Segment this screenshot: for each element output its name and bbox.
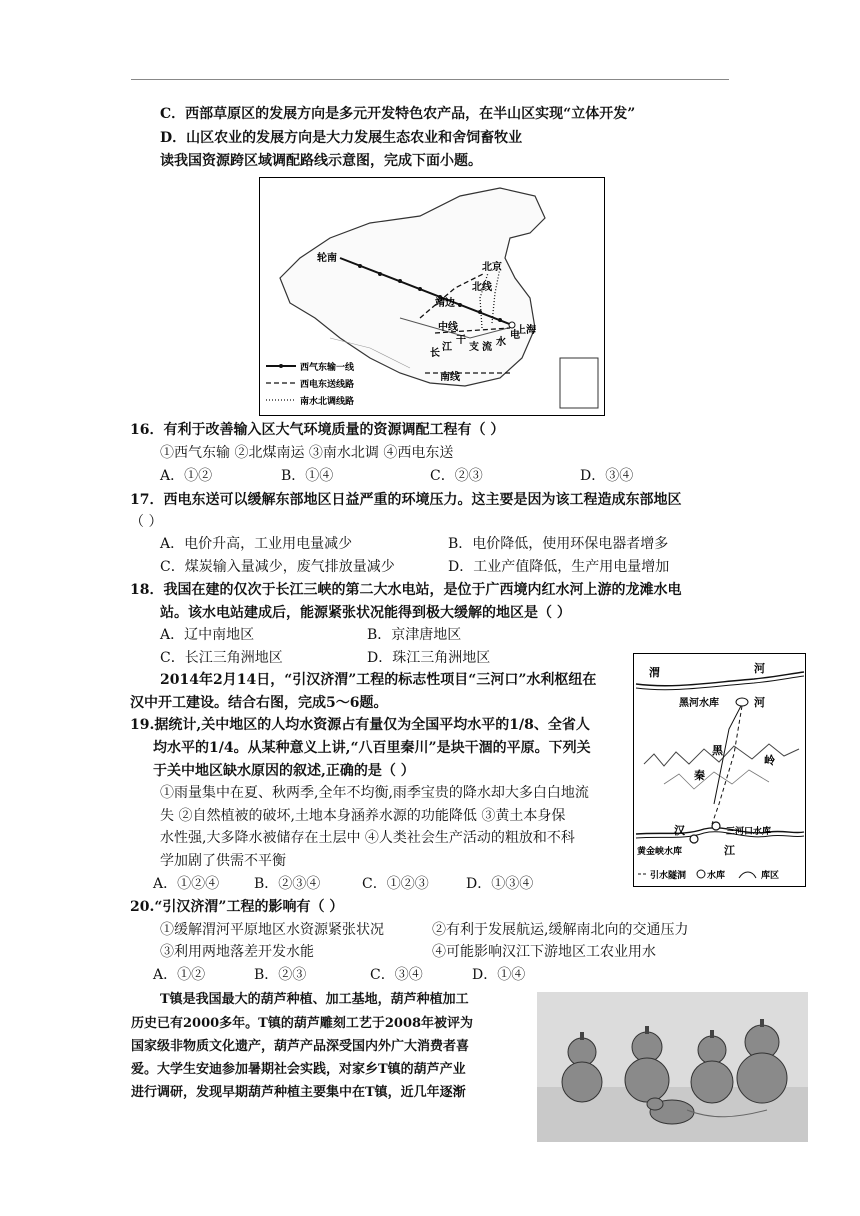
legend-label: 引水隧洞 (650, 871, 687, 881)
map2-label: 汉 (674, 824, 685, 837)
q20-option-c[interactable]: C．③④ (370, 967, 423, 983)
q19-line6: 水性强,大多降水被储存在土层中 ④人类社会生产活动的粗放和不科 (160, 830, 575, 846)
q16-items: ①西气东输 ②北煤南运 ③南水北调 ④西电东送 (160, 445, 454, 461)
river-label: 支 (469, 342, 479, 353)
place-label: 靖边 (435, 298, 455, 309)
passage-line2: 历史已有2000多年。T镇的葫芦雕刻工艺于2008年被评为 (131, 1016, 474, 1031)
q17-option-b[interactable]: B．电价降低，使用环保电器者增多 (448, 536, 669, 552)
map2-label: 河 (754, 696, 765, 709)
river-label: 江 (442, 342, 452, 353)
q19-line7: 学加剧了供需不平衡 (160, 853, 286, 869)
place-label: 轮南 (317, 253, 337, 264)
map2-label: 黑河水库 (679, 698, 719, 709)
q20-item1: ①缓解渭河平原地区水资源紧张状况 (160, 922, 384, 938)
line-label: 中线 (438, 322, 458, 333)
han-wei-diversion-map (633, 653, 806, 887)
map2-label: 江 (724, 844, 735, 857)
q19-line5: 失 ②自然植被的破坏,土地本身涵养水源的功能降低 ③黄土本身保 (160, 808, 566, 824)
q20-option-b[interactable]: B．②③ (254, 967, 307, 983)
place-label: 上海 (516, 325, 536, 336)
q17-stem: 17．西电东送可以缓解东部地区日益严重的环境压力。这主要是因为该工程造成东部地区 (130, 492, 682, 508)
q19-line2: 均水平的1/4。从某种意义上讲,“八百里秦川”是块干涸的平原。下列关 (153, 740, 591, 756)
q16-option-a[interactable]: A．①② (160, 468, 213, 484)
q19-option-a[interactable]: A．①②④ (153, 876, 220, 892)
q19-option-b[interactable]: B．②③④ (254, 876, 321, 892)
map2-label: 黑 (712, 744, 723, 757)
q19-line3: 于关中地区缺水原因的叙述,正确的是（ ） (153, 763, 415, 779)
river-label: 长 (430, 348, 440, 359)
line-label: 南线 (440, 372, 460, 383)
q19-option-c[interactable]: C．①②③ (362, 876, 429, 892)
q19-line4: ①雨量集中在夏、秋两季,全年不均衡,雨季宝贵的降水却大多白白地流 (160, 785, 589, 801)
map2-label: 渭 (649, 666, 660, 679)
q18-option-c[interactable]: C．长江三角洲地区 (160, 650, 283, 666)
q20-stem: 20.“引汉济渭”工程的影响有（ ） (130, 899, 344, 915)
q17-option-d[interactable]: D．工业产值降低，生产用电量增加 (448, 559, 670, 575)
passage-line4: 爱。大学生安迪参加暑期社会实践，对家乡T镇的葫芦产业 (131, 1062, 466, 1077)
passage-line3: 国家级非物质文化遗产，葫芦产品深受国内外广大消费者喜 (131, 1039, 470, 1054)
legend-area-symbol (739, 872, 756, 878)
q16-option-c[interactable]: C．②③ (430, 468, 483, 484)
q17-option-c[interactable]: C．煤炭输入量减少，废气排放量减少 (160, 559, 395, 575)
q18-stem-line1: 18．我国在建的仅次于长江三峡的第二大水电站，是位于广西境内红水河上游的龙滩水电 (130, 582, 682, 598)
q16-stem: 16．有利于改善输入区大气环境质量的资源调配工程有（ ） (130, 422, 505, 438)
prev-option-c: C．西部草原区的发展方向是多元开发特色农产品，在半山区实现“立体开发” (160, 106, 636, 122)
header-rule (131, 79, 729, 80)
legend-label: 南水北调线路 (300, 397, 355, 407)
q20-option-a[interactable]: A．①② (153, 967, 206, 983)
map2-label: 秦 (694, 769, 705, 782)
line-label: 北线 (472, 282, 492, 293)
river-label: 水 (496, 337, 506, 348)
map2-label: 三河口水库 (726, 827, 772, 837)
q19-option-d[interactable]: D．①③④ (466, 876, 534, 892)
map2-label: 岭 (764, 754, 775, 767)
q17-paren: （ ） (130, 514, 163, 530)
river-label: 流 (482, 342, 492, 353)
river-label: 电 (510, 330, 520, 341)
legend-label: 西电东送线路 (300, 380, 355, 390)
passage-line1: T镇是我国最大的葫芦种植、加工基地，葫芦种植加工 (160, 992, 469, 1007)
q18-option-b[interactable]: B．京津唐地区 (367, 627, 462, 643)
intro-map1: 读我国资源跨区域调配路线示意图，完成下面小题。 (160, 153, 482, 169)
q18-option-a[interactable]: A．辽中南地区 (160, 627, 255, 643)
passage-line5: 进行调研，发现早期葫芦种植主要集中在T镇，近几年逐渐 (131, 1085, 466, 1100)
china-resource-map (259, 177, 605, 416)
place-label: 北京 (482, 262, 502, 273)
legend-label: 西气东输一线 (300, 363, 355, 373)
prev-option-d: D．山区农业的发展方向是大力发展生态农业和舍饲畜牧业 (160, 130, 523, 146)
legend-label: 水库 (707, 871, 726, 881)
q18-option-d[interactable]: D．珠江三角洲地区 (367, 650, 491, 666)
river-label: 干 (456, 335, 466, 346)
gourd-photo (537, 992, 808, 1142)
q17-option-a[interactable]: A．电价升高，工业用电量减少 (160, 536, 353, 552)
q20-item4: ④可能影响汉江下游地区工农业用水 (432, 944, 656, 960)
intro-map2-line1: 2014年2月14日，“引汉济渭”工程的标志性项目“三河口”水利枢纽在 (160, 672, 597, 688)
q20-item3: ③利用两地落差开发水能 (160, 944, 314, 960)
map2-label: 河 (754, 662, 765, 675)
q20-option-d[interactable]: D．①④ (472, 967, 526, 983)
legend-label: 库区 (761, 871, 780, 881)
q18-stem-line2: 站。该水电站建成后，能源紧张状况能得到极大缓解的地区是（ ） (160, 605, 571, 621)
q20-item2: ②有利于发展航运,缓解南北向的交通压力 (432, 922, 689, 938)
map2-label: 黄金峡水库 (637, 847, 683, 857)
intro-map2-line2: 汉中开工建设。结合右图，完成5～6题。 (130, 695, 388, 711)
q16-option-d[interactable]: D．③④ (580, 468, 634, 484)
q16-option-b[interactable]: B．①④ (281, 468, 334, 484)
legend-reservoir-symbol (697, 870, 705, 878)
q19-line1: 19.据统计,关中地区的人均水资源占有量仅为全国平均水平的1/8、全省人 (130, 717, 590, 733)
